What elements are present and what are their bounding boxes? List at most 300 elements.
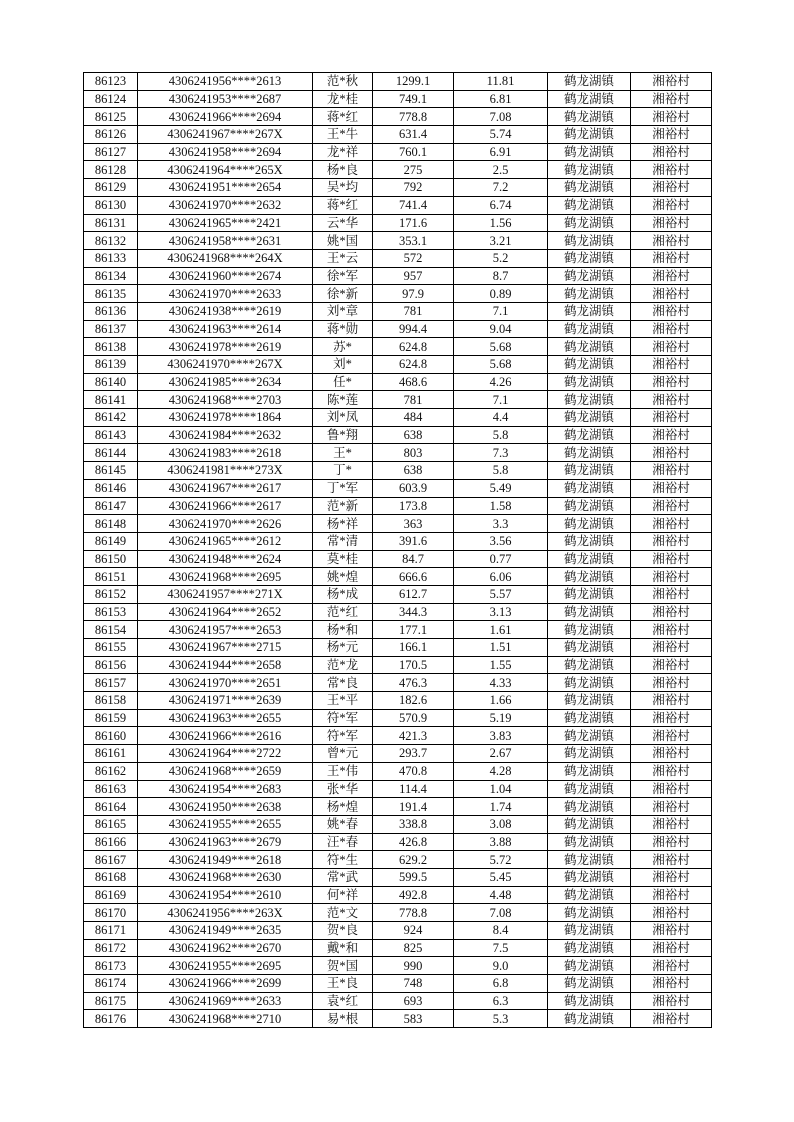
id-number-cell: 4306241966****2694 — [138, 108, 313, 126]
id-number-cell: 4306241966****2617 — [138, 497, 313, 515]
row-number-cell: 86124 — [84, 90, 138, 108]
town-cell: 鹤龙湖镇 — [548, 851, 631, 869]
name-cell: 苏* — [313, 338, 373, 356]
name-cell: 姚*煌 — [313, 568, 373, 586]
row-number-cell: 86126 — [84, 126, 138, 144]
table-row — [84, 833, 712, 851]
row-number-cell: 86151 — [84, 568, 138, 586]
table-row — [84, 285, 712, 303]
name-cell: 杨*良 — [313, 161, 373, 179]
amount-cell: 629.2 — [373, 851, 454, 869]
village-cell: 湘裕村 — [631, 302, 712, 320]
amount-cell: 1299.1 — [373, 73, 454, 91]
name-cell: 符*军 — [313, 709, 373, 727]
village-cell: 湘裕村 — [631, 532, 712, 550]
id-number-cell: 4306241969****2633 — [138, 992, 313, 1010]
table-row — [84, 798, 712, 816]
village-cell: 湘裕村 — [631, 497, 712, 515]
value-cell: 0.77 — [454, 550, 548, 568]
town-cell: 鹤龙湖镇 — [548, 727, 631, 745]
table-row — [84, 851, 712, 869]
value-cell: 1.56 — [454, 214, 548, 232]
row-number-cell: 86138 — [84, 338, 138, 356]
name-cell: 常*武 — [313, 868, 373, 886]
name-cell: 蒋*勋 — [313, 320, 373, 338]
row-number-cell: 86143 — [84, 426, 138, 444]
id-number-cell: 4306241955****2695 — [138, 957, 313, 975]
table-row — [84, 391, 712, 409]
town-cell: 鹤龙湖镇 — [548, 780, 631, 798]
row-number-cell: 86147 — [84, 497, 138, 515]
id-number-cell: 4306241970****2651 — [138, 674, 313, 692]
value-cell: 3.13 — [454, 603, 548, 621]
town-cell: 鹤龙湖镇 — [548, 356, 631, 374]
amount-cell: 612.7 — [373, 585, 454, 603]
village-cell: 湘裕村 — [631, 585, 712, 603]
town-cell: 鹤龙湖镇 — [548, 515, 631, 533]
village-cell: 湘裕村 — [631, 143, 712, 161]
village-cell: 湘裕村 — [631, 426, 712, 444]
name-cell: 范*新 — [313, 497, 373, 515]
id-number-cell: 4306241983****2618 — [138, 444, 313, 462]
id-number-cell: 4306241968****2659 — [138, 762, 313, 780]
name-cell: 汪*春 — [313, 833, 373, 851]
name-cell: 易*根 — [313, 1010, 373, 1028]
row-number-cell: 86123 — [84, 73, 138, 91]
amount-cell: 994.4 — [373, 320, 454, 338]
amount-cell: 353.1 — [373, 232, 454, 250]
table-row — [84, 727, 712, 745]
id-number-cell: 4306241968****2630 — [138, 868, 313, 886]
amount-cell: 624.8 — [373, 338, 454, 356]
id-number-cell: 4306241967****2617 — [138, 479, 313, 497]
village-cell: 湘裕村 — [631, 444, 712, 462]
town-cell: 鹤龙湖镇 — [548, 709, 631, 727]
table-row — [84, 532, 712, 550]
village-cell: 湘裕村 — [631, 904, 712, 922]
town-cell: 鹤龙湖镇 — [548, 479, 631, 497]
id-number-cell: 4306241985****2634 — [138, 373, 313, 391]
table-row — [84, 550, 712, 568]
table-row — [84, 373, 712, 391]
town-cell: 鹤龙湖镇 — [548, 656, 631, 674]
name-cell: 云*华 — [313, 214, 373, 232]
table-row — [84, 639, 712, 657]
row-number-cell: 86144 — [84, 444, 138, 462]
row-number-cell: 86134 — [84, 267, 138, 285]
town-cell: 鹤龙湖镇 — [548, 1010, 631, 1028]
row-number-cell: 86125 — [84, 108, 138, 126]
name-cell: 杨*祥 — [313, 515, 373, 533]
id-number-cell: 4306241954****2683 — [138, 780, 313, 798]
table-row — [84, 320, 712, 338]
id-number-cell: 4306241963****2679 — [138, 833, 313, 851]
id-number-cell: 4306241967****2715 — [138, 639, 313, 657]
name-cell: 符*生 — [313, 851, 373, 869]
amount-cell: 191.4 — [373, 798, 454, 816]
table-row — [84, 815, 712, 833]
town-cell: 鹤龙湖镇 — [548, 267, 631, 285]
village-cell: 湘裕村 — [631, 179, 712, 197]
amount-cell: 572 — [373, 249, 454, 267]
row-number-cell: 86167 — [84, 851, 138, 869]
table-row — [84, 161, 712, 179]
amount-cell: 492.8 — [373, 886, 454, 904]
value-cell: 6.06 — [454, 568, 548, 586]
name-cell: 常*清 — [313, 532, 373, 550]
name-cell: 杨*和 — [313, 621, 373, 639]
table-row — [84, 904, 712, 922]
amount-cell: 741.4 — [373, 196, 454, 214]
table-row — [84, 515, 712, 533]
town-cell: 鹤龙湖镇 — [548, 957, 631, 975]
row-number-cell: 86150 — [84, 550, 138, 568]
village-cell: 湘裕村 — [631, 73, 712, 91]
town-cell: 鹤龙湖镇 — [548, 409, 631, 427]
table-row — [84, 409, 712, 427]
table-row — [84, 780, 712, 798]
name-cell: 范*红 — [313, 603, 373, 621]
table-row — [84, 674, 712, 692]
value-cell: 5.72 — [454, 851, 548, 869]
name-cell: 蒋*红 — [313, 196, 373, 214]
town-cell: 鹤龙湖镇 — [548, 621, 631, 639]
town-cell: 鹤龙湖镇 — [548, 815, 631, 833]
village-cell: 湘裕村 — [631, 249, 712, 267]
row-number-cell: 86172 — [84, 939, 138, 957]
value-cell: 2.5 — [454, 161, 548, 179]
amount-cell: 484 — [373, 409, 454, 427]
village-cell: 湘裕村 — [631, 709, 712, 727]
town-cell: 鹤龙湖镇 — [548, 603, 631, 621]
value-cell: 5.68 — [454, 338, 548, 356]
row-number-cell: 86130 — [84, 196, 138, 214]
table-row — [84, 426, 712, 444]
id-number-cell: 4306241968****2695 — [138, 568, 313, 586]
row-number-cell: 86170 — [84, 904, 138, 922]
table-row — [84, 196, 712, 214]
town-cell: 鹤龙湖镇 — [548, 992, 631, 1010]
name-cell: 丁*军 — [313, 479, 373, 497]
table-row — [84, 992, 712, 1010]
name-cell: 王* — [313, 444, 373, 462]
amount-cell: 666.6 — [373, 568, 454, 586]
value-cell: 5.2 — [454, 249, 548, 267]
village-cell: 湘裕村 — [631, 922, 712, 940]
id-number-cell: 4306241956****2613 — [138, 73, 313, 91]
id-number-cell: 4306241968****2703 — [138, 391, 313, 409]
village-cell: 湘裕村 — [631, 391, 712, 409]
value-cell: 4.28 — [454, 762, 548, 780]
name-cell: 刘*章 — [313, 302, 373, 320]
row-number-cell: 86136 — [84, 302, 138, 320]
town-cell: 鹤龙湖镇 — [548, 108, 631, 126]
table-row — [84, 267, 712, 285]
village-cell: 湘裕村 — [631, 479, 712, 497]
table-row — [84, 232, 712, 250]
amount-cell: 624.8 — [373, 356, 454, 374]
value-cell: 9.0 — [454, 957, 548, 975]
amount-cell: 182.6 — [373, 692, 454, 710]
town-cell: 鹤龙湖镇 — [548, 302, 631, 320]
value-cell: 6.8 — [454, 975, 548, 993]
row-number-cell: 86146 — [84, 479, 138, 497]
town-cell: 鹤龙湖镇 — [548, 975, 631, 993]
name-cell: 贺*良 — [313, 922, 373, 940]
amount-cell: 631.4 — [373, 126, 454, 144]
value-cell: 5.8 — [454, 462, 548, 480]
name-cell: 姚*春 — [313, 815, 373, 833]
id-number-cell: 4306241960****2674 — [138, 267, 313, 285]
amount-cell: 426.8 — [373, 833, 454, 851]
id-number-cell: 4306241957****271X — [138, 585, 313, 603]
town-cell: 鹤龙湖镇 — [548, 550, 631, 568]
id-number-cell: 4306241956****263X — [138, 904, 313, 922]
value-cell: 7.3 — [454, 444, 548, 462]
name-cell: 杨*元 — [313, 639, 373, 657]
village-cell: 湘裕村 — [631, 196, 712, 214]
table-row — [84, 1010, 712, 1028]
amount-cell: 114.4 — [373, 780, 454, 798]
town-cell: 鹤龙湖镇 — [548, 320, 631, 338]
table-row — [84, 143, 712, 161]
value-cell: 5.74 — [454, 126, 548, 144]
name-cell: 丁* — [313, 462, 373, 480]
table-row — [84, 90, 712, 108]
amount-cell: 693 — [373, 992, 454, 1010]
name-cell: 龙*祥 — [313, 143, 373, 161]
row-number-cell: 86166 — [84, 833, 138, 851]
village-cell: 湘裕村 — [631, 992, 712, 1010]
row-number-cell: 86152 — [84, 585, 138, 603]
id-number-cell: 4306241981****273X — [138, 462, 313, 480]
amount-cell: 748 — [373, 975, 454, 993]
row-number-cell: 86154 — [84, 621, 138, 639]
village-cell: 湘裕村 — [631, 409, 712, 427]
town-cell: 鹤龙湖镇 — [548, 90, 631, 108]
town-cell: 鹤龙湖镇 — [548, 391, 631, 409]
village-cell: 湘裕村 — [631, 762, 712, 780]
value-cell: 1.74 — [454, 798, 548, 816]
name-cell: 姚*国 — [313, 232, 373, 250]
value-cell: 5.49 — [454, 479, 548, 497]
town-cell: 鹤龙湖镇 — [548, 904, 631, 922]
village-cell: 湘裕村 — [631, 815, 712, 833]
name-cell: 曾*元 — [313, 745, 373, 763]
town-cell: 鹤龙湖镇 — [548, 497, 631, 515]
village-cell: 湘裕村 — [631, 692, 712, 710]
town-cell: 鹤龙湖镇 — [548, 285, 631, 303]
row-number-cell: 86162 — [84, 762, 138, 780]
village-cell: 湘裕村 — [631, 568, 712, 586]
village-cell: 湘裕村 — [631, 285, 712, 303]
name-cell: 何*祥 — [313, 886, 373, 904]
amount-cell: 476.3 — [373, 674, 454, 692]
village-cell: 湘裕村 — [631, 356, 712, 374]
value-cell: 8.7 — [454, 267, 548, 285]
name-cell: 陈*莲 — [313, 391, 373, 409]
amount-cell: 990 — [373, 957, 454, 975]
amount-cell: 792 — [373, 179, 454, 197]
amount-cell: 173.8 — [373, 497, 454, 515]
village-cell: 湘裕村 — [631, 232, 712, 250]
row-number-cell: 86155 — [84, 639, 138, 657]
row-number-cell: 86131 — [84, 214, 138, 232]
name-cell: 王*良 — [313, 975, 373, 993]
row-number-cell: 86160 — [84, 727, 138, 745]
name-cell: 张*华 — [313, 780, 373, 798]
value-cell: 3.88 — [454, 833, 548, 851]
town-cell: 鹤龙湖镇 — [548, 214, 631, 232]
amount-cell: 171.6 — [373, 214, 454, 232]
village-cell: 湘裕村 — [631, 674, 712, 692]
village-cell: 湘裕村 — [631, 939, 712, 957]
amount-cell: 570.9 — [373, 709, 454, 727]
row-number-cell: 86164 — [84, 798, 138, 816]
village-cell: 湘裕村 — [631, 338, 712, 356]
value-cell: 5.45 — [454, 868, 548, 886]
name-cell: 莫*桂 — [313, 550, 373, 568]
name-cell: 贺*国 — [313, 957, 373, 975]
town-cell: 鹤龙湖镇 — [548, 249, 631, 267]
table-row — [84, 621, 712, 639]
name-cell: 常*良 — [313, 674, 373, 692]
value-cell: 7.08 — [454, 904, 548, 922]
id-number-cell: 4306241966****2699 — [138, 975, 313, 993]
value-cell: 7.08 — [454, 108, 548, 126]
village-cell: 湘裕村 — [631, 957, 712, 975]
id-number-cell: 4306241963****2655 — [138, 709, 313, 727]
id-number-cell: 4306241966****2616 — [138, 727, 313, 745]
village-cell: 湘裕村 — [631, 126, 712, 144]
name-cell: 鲁*翔 — [313, 426, 373, 444]
id-number-cell: 4306241955****2655 — [138, 815, 313, 833]
town-cell: 鹤龙湖镇 — [548, 692, 631, 710]
town-cell: 鹤龙湖镇 — [548, 833, 631, 851]
value-cell: 7.1 — [454, 391, 548, 409]
row-number-cell: 86163 — [84, 780, 138, 798]
amount-cell: 957 — [373, 267, 454, 285]
row-number-cell: 86153 — [84, 603, 138, 621]
town-cell: 鹤龙湖镇 — [548, 868, 631, 886]
table-row — [84, 762, 712, 780]
town-cell: 鹤龙湖镇 — [548, 462, 631, 480]
name-cell: 王*牛 — [313, 126, 373, 144]
row-number-cell: 86165 — [84, 815, 138, 833]
id-number-cell: 4306241968****2710 — [138, 1010, 313, 1028]
village-cell: 湘裕村 — [631, 550, 712, 568]
row-number-cell: 86158 — [84, 692, 138, 710]
id-number-cell: 4306241944****2658 — [138, 656, 313, 674]
value-cell: 4.4 — [454, 409, 548, 427]
amount-cell: 825 — [373, 939, 454, 957]
table-row — [84, 338, 712, 356]
village-cell: 湘裕村 — [631, 745, 712, 763]
amount-cell: 778.8 — [373, 904, 454, 922]
value-cell: 7.1 — [454, 302, 548, 320]
value-cell: 6.81 — [454, 90, 548, 108]
value-cell: 6.91 — [454, 143, 548, 161]
amount-cell: 603.9 — [373, 479, 454, 497]
table-row — [84, 356, 712, 374]
id-number-cell: 4306241949****2618 — [138, 851, 313, 869]
name-cell: 杨*煌 — [313, 798, 373, 816]
row-number-cell: 86171 — [84, 922, 138, 940]
village-cell: 湘裕村 — [631, 656, 712, 674]
id-number-cell: 4306241970****2632 — [138, 196, 313, 214]
town-cell: 鹤龙湖镇 — [548, 196, 631, 214]
row-number-cell: 86145 — [84, 462, 138, 480]
amount-cell: 170.5 — [373, 656, 454, 674]
village-cell: 湘裕村 — [631, 780, 712, 798]
name-cell: 王*平 — [313, 692, 373, 710]
table-row — [84, 585, 712, 603]
value-cell: 5.8 — [454, 426, 548, 444]
village-cell: 湘裕村 — [631, 515, 712, 533]
row-number-cell: 86148 — [84, 515, 138, 533]
value-cell: 2.67 — [454, 745, 548, 763]
id-number-cell: 4306241953****2687 — [138, 90, 313, 108]
amount-cell: 84.7 — [373, 550, 454, 568]
table-row — [84, 108, 712, 126]
name-cell: 吴*均 — [313, 179, 373, 197]
id-number-cell: 4306241957****2653 — [138, 621, 313, 639]
name-cell: 任* — [313, 373, 373, 391]
value-cell: 3.56 — [454, 532, 548, 550]
table-body — [84, 73, 712, 1028]
town-cell: 鹤龙湖镇 — [548, 585, 631, 603]
village-cell: 湘裕村 — [631, 621, 712, 639]
id-number-cell: 4306241938****2619 — [138, 302, 313, 320]
id-number-cell: 4306241951****2654 — [138, 179, 313, 197]
amount-cell: 177.1 — [373, 621, 454, 639]
value-cell: 3.3 — [454, 515, 548, 533]
id-number-cell: 4306241964****265X — [138, 161, 313, 179]
name-cell: 符*军 — [313, 727, 373, 745]
row-number-cell: 86156 — [84, 656, 138, 674]
id-number-cell: 4306241967****267X — [138, 126, 313, 144]
value-cell: 1.58 — [454, 497, 548, 515]
town-cell: 鹤龙湖镇 — [548, 338, 631, 356]
value-cell: 1.61 — [454, 621, 548, 639]
amount-cell: 781 — [373, 391, 454, 409]
amount-cell: 421.3 — [373, 727, 454, 745]
table-row — [84, 975, 712, 993]
id-number-cell: 4306241948****2624 — [138, 550, 313, 568]
amount-cell: 391.6 — [373, 532, 454, 550]
town-cell: 鹤龙湖镇 — [548, 532, 631, 550]
village-cell: 湘裕村 — [631, 161, 712, 179]
name-cell: 徐*新 — [313, 285, 373, 303]
id-number-cell: 4306241978****1864 — [138, 409, 313, 427]
value-cell: 4.48 — [454, 886, 548, 904]
table-row — [84, 709, 712, 727]
name-cell: 戴*和 — [313, 939, 373, 957]
row-number-cell: 86129 — [84, 179, 138, 197]
value-cell: 0.89 — [454, 285, 548, 303]
name-cell: 范*龙 — [313, 656, 373, 674]
town-cell: 鹤龙湖镇 — [548, 639, 631, 657]
village-cell: 湘裕村 — [631, 90, 712, 108]
amount-cell: 583 — [373, 1010, 454, 1028]
village-cell: 湘裕村 — [631, 798, 712, 816]
amount-cell: 781 — [373, 302, 454, 320]
row-number-cell: 86149 — [84, 532, 138, 550]
row-number-cell: 86168 — [84, 868, 138, 886]
row-number-cell: 86141 — [84, 391, 138, 409]
amount-cell: 166.1 — [373, 639, 454, 657]
amount-cell: 363 — [373, 515, 454, 533]
